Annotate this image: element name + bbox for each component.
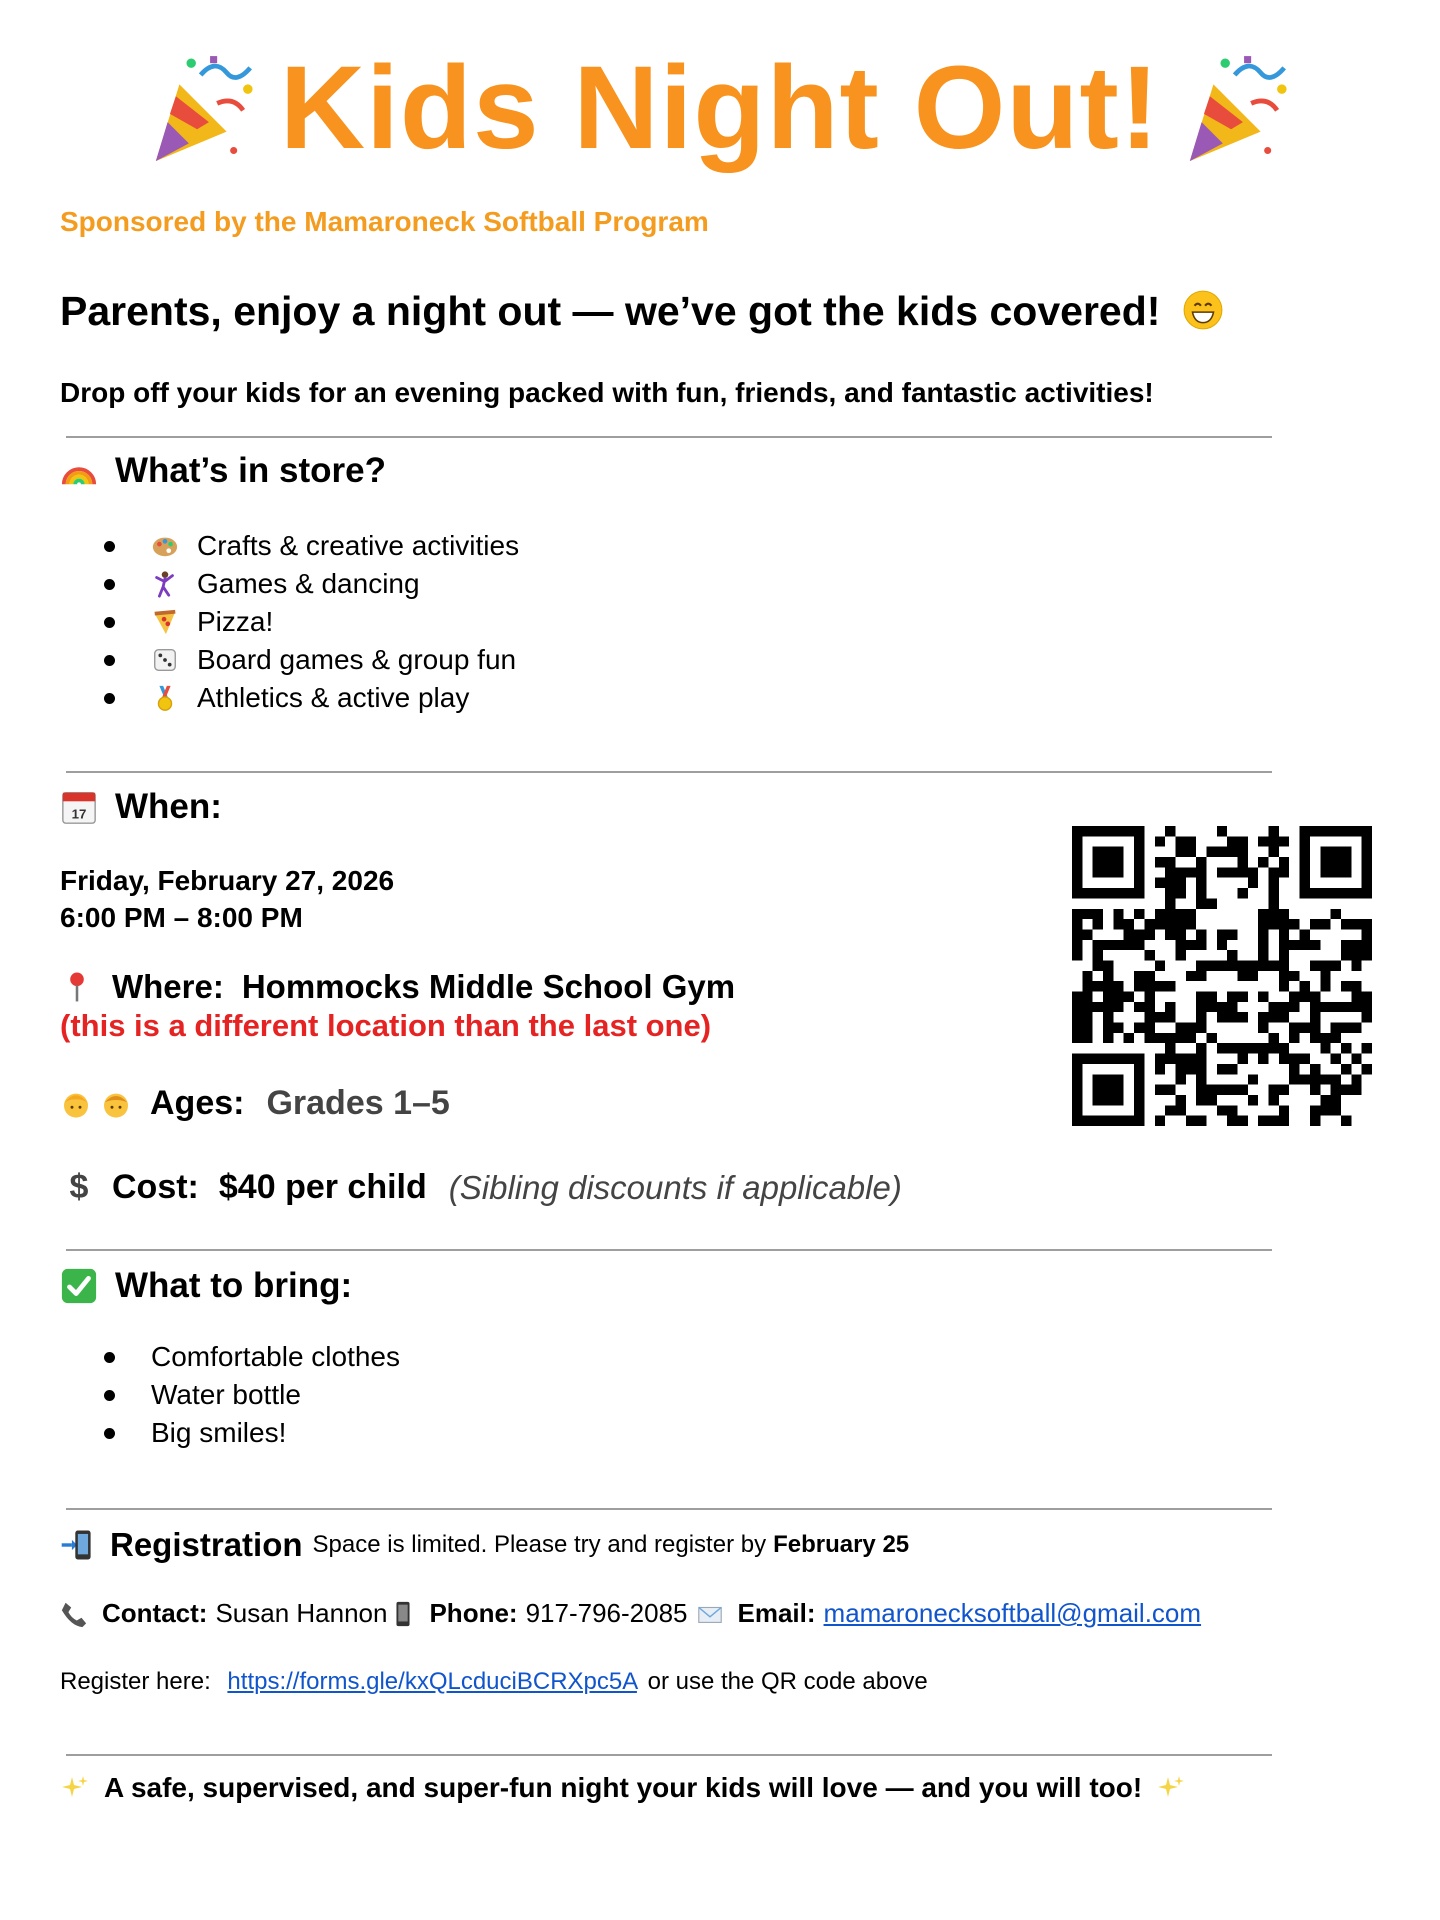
intro-text: Drop off your kids for an evening packed with fun, friends, and fantastic activities!	[60, 377, 1154, 408]
sponsor-line: Sponsored by the Mamaroneck Softball Program	[60, 206, 709, 237]
pizza-icon	[151, 608, 179, 636]
ages-label: Ages:	[150, 1084, 245, 1122]
contact-label: Contact:	[102, 1598, 208, 1628]
event-time: 6:00 PM – 8:00 PM	[60, 902, 303, 933]
store-list	[104, 527, 519, 717]
list-item-label: Comfortable clothes	[151, 1341, 401, 1372]
register-suffix: or use the QR code above	[647, 1668, 928, 1695]
when-details	[60, 862, 394, 936]
mobile-phone-icon	[389, 1600, 417, 1628]
party-popper-icon	[144, 49, 262, 167]
where-label: Where:	[112, 968, 224, 1005]
bullet	[104, 541, 115, 552]
divider	[66, 436, 1272, 438]
list-item	[104, 1338, 400, 1376]
bring-heading-text: What to bring:	[115, 1266, 353, 1305]
contact-line	[60, 1598, 1201, 1629]
cost-value: $40 per child	[218, 1168, 427, 1206]
headline	[60, 288, 1224, 335]
mobile-arrow-icon	[60, 1528, 94, 1562]
boy-icon	[100, 1088, 132, 1120]
sparkles-icon	[1156, 1773, 1186, 1803]
registration-deadline: February 25	[773, 1531, 910, 1558]
party-popper-icon	[1178, 49, 1296, 167]
bring-list	[104, 1338, 400, 1452]
footer-line	[60, 1772, 1186, 1804]
dice-icon	[151, 646, 179, 674]
rainbow-icon	[60, 452, 98, 490]
registration-note: Space is limited. Please try and register by	[312, 1531, 767, 1558]
page-title: Kids Night Out!	[279, 42, 1161, 174]
medal-icon	[151, 684, 179, 712]
email-icon	[696, 1600, 724, 1628]
dancer-icon	[151, 570, 179, 598]
email-label: Email:	[737, 1598, 816, 1628]
footer-text: A safe, supervised, and super-fun night your kids will love — and you will too!	[104, 1772, 1143, 1803]
list-item-label: Games & dancing	[197, 568, 420, 599]
bullet	[104, 617, 115, 628]
title-row	[0, 38, 1440, 178]
list-item	[104, 1376, 400, 1414]
cost-label: Cost:	[112, 1168, 199, 1206]
register-line	[60, 1668, 928, 1696]
headline-text: Parents, enjoy a night out — we’ve got the kids covered!	[60, 288, 1161, 334]
bring-heading	[60, 1266, 352, 1306]
list-item-label: Crafts & creative activities	[197, 530, 520, 561]
dollar-icon: $	[69, 1168, 89, 1206]
phone-number[interactable]: 917-796-2085	[525, 1598, 688, 1628]
palette-icon	[151, 532, 179, 560]
bullet	[104, 1390, 115, 1401]
where-value: Hommocks Middle School Gym	[241, 968, 736, 1005]
list-item	[104, 1414, 400, 1452]
contact-name: Susan Hannon	[215, 1598, 388, 1628]
store-heading	[60, 451, 386, 491]
divider	[66, 771, 1272, 773]
list-item-label: Athletics & active play	[197, 682, 470, 713]
registration-line	[60, 1526, 909, 1564]
when-heading-text: When:	[115, 787, 222, 826]
check-mark-icon	[60, 1267, 98, 1305]
ages-line	[60, 1084, 450, 1123]
event-date: Friday, February 27, 2026	[60, 865, 395, 896]
calendar-icon	[60, 788, 98, 826]
qr-code-icon[interactable]	[1072, 826, 1372, 1126]
list-item	[104, 679, 519, 717]
where-line	[60, 968, 735, 1006]
list-item-label: Water bottle	[151, 1379, 301, 1410]
bullet	[104, 1352, 115, 1363]
cost-note: (Sibling discounts if applicable)	[448, 1168, 902, 1206]
registration-heading: Registration	[110, 1526, 303, 1563]
cost-line	[60, 1168, 902, 1207]
list-item	[104, 603, 519, 641]
register-link[interactable]: https://forms.gle/kxQLcduciBCRXpc5A	[227, 1668, 637, 1695]
telephone-icon	[60, 1600, 88, 1628]
when-heading	[60, 787, 222, 827]
bullet	[104, 693, 115, 704]
bullet	[104, 1428, 115, 1439]
list-item-label: Pizza!	[197, 606, 274, 637]
calendar-day: 17	[71, 806, 87, 822]
email-link[interactable]: mamaronecksoftball@gmail.com	[823, 1598, 1202, 1628]
sparkles-icon	[60, 1773, 90, 1803]
list-item-label: Big smiles!	[151, 1417, 287, 1448]
list-item-label: Board games & group fun	[197, 644, 517, 675]
register-label: Register here:	[60, 1668, 211, 1695]
bullet	[104, 655, 115, 666]
phone-label: Phone:	[429, 1598, 518, 1628]
pin-icon	[60, 970, 94, 1004]
list-item	[104, 641, 519, 679]
list-item	[104, 565, 519, 603]
divider	[66, 1508, 1272, 1510]
divider	[66, 1249, 1272, 1251]
divider	[66, 1754, 1272, 1756]
list-item	[104, 527, 519, 565]
bullet	[104, 579, 115, 590]
girl-icon	[60, 1088, 92, 1120]
store-heading-text: What’s in store?	[115, 451, 386, 490]
location-note: (this is a different location than the last one)	[60, 1008, 712, 1043]
grinning-face-icon	[1182, 289, 1224, 331]
ages-value: Grades 1–5	[266, 1084, 450, 1122]
